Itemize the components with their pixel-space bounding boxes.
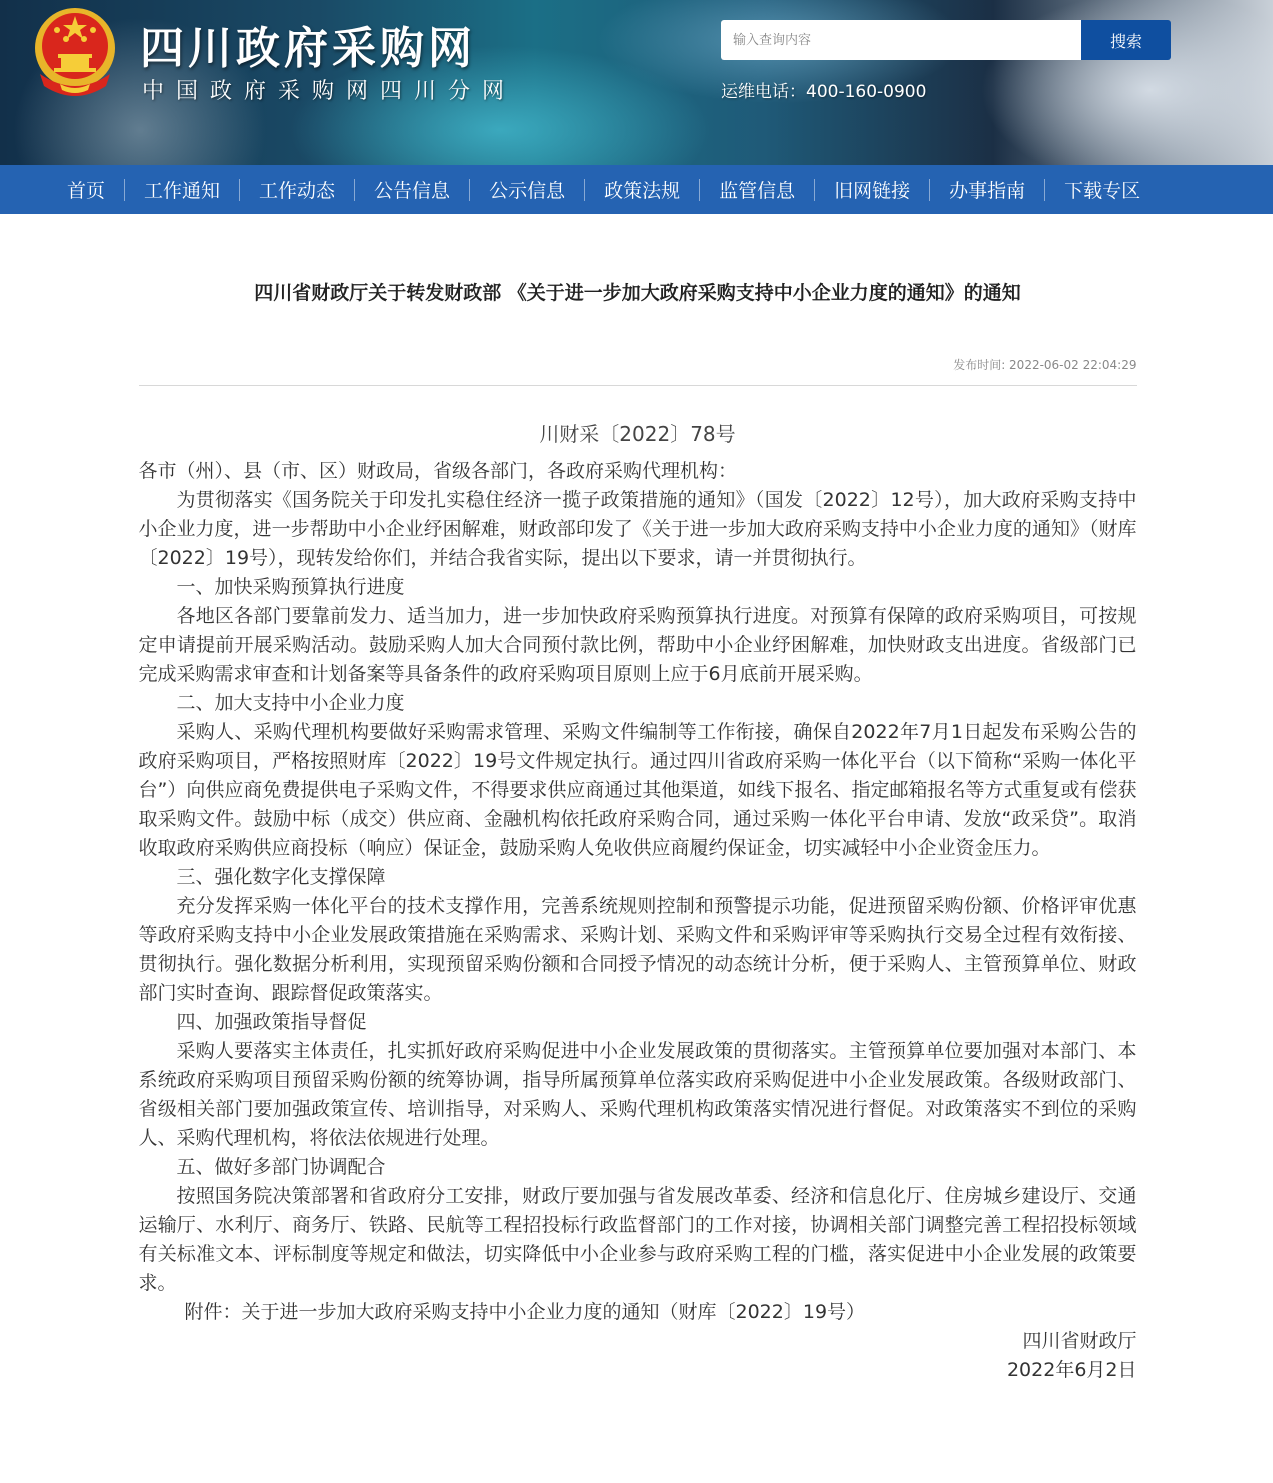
salutation: 各市（州）、县（市、区）财政局，省级各部门，各政府采购代理机构：: [138, 460, 738, 482]
search-box: [721, 20, 1171, 60]
nav-item-policies[interactable]: 政策法规: [604, 180, 681, 202]
nav-item-supervision[interactable]: 监管信息: [719, 180, 796, 202]
document-number: 川财采〔2022〕78号: [539, 422, 736, 446]
body-paragraph: 充分发挥采购一体化平台的技术支撑作用，完善系统规则控制和预警提示功能，促进预留采购份额、价格评审优惠等政府采购支持中小企业发展政策措施在采购需求、采购计划、采购文件和采购评审等采购执行交易全过程有效衔接、贯彻执行。强化数据分析利用，实现预留采购份额和合同授予情况的动态统计分析，便于采购人、主管预算单位、财政部门实时查询、跟踪督促政策落实。: [138, 895, 1137, 1004]
site-banner: [0, 0, 1273, 165]
body-paragraph: 采购人、采购代理机构要做好采购需求管理、采购文件编制等工作衔接，确保自2022年7月1日起发布采购公告的政府采购项目，严格按照财库〔2022〕19号文件规定执行。通过四川省政府采购一体化平台（以下简称“采购一体化平台”）向供应商免费提供电子采购文件，不得要求供应商通过其他渠道，如线下报名、指定邮箱报名等方式重复或有偿获取采购文件。鼓励中标（成交）供应商、金融机构依托政府采购合同，通过采购一体化平台申请、发放“政采贷”。取消收取政府采购供应商投标（响应）保证金，鼓励采购人免收供应商履约保证金，切实减轻中小企业资金压力。: [138, 721, 1137, 859]
body-paragraph: 采购人要落实主体责任，扎实抓好政府采购促进中小企业发展政策的贯彻落实。主管预算单位要加强对本部门、本系统政府采购项目预留采购份额的统筹协调，指导所属预算单位落实政府采购促进中小企业发展政策。各级财政部门、省级相关部门要加强政策宣传、培训指导，对采购人、采购代理机构政策落实情况进行督促。对政策落实不到位的采购人、采购代理机构，将依法依规进行处理。: [138, 1040, 1137, 1149]
article-title: 四川省财政厅关于转发财政部 《关于进一步加大政府采购支持中小企业力度的通知》的通知: [254, 282, 1021, 304]
nav-item-guide[interactable]: 办事指南: [949, 180, 1026, 202]
nav-item-downloads[interactable]: 下载专区: [1064, 180, 1141, 202]
support-hotline: 运维电话：400-160-0900: [721, 82, 927, 102]
article-container: [137, 278, 1137, 1385]
body-paragraph: 各地区各部门要靠前发力、适当加力，进一步加快政府采购预算执行进度。对预算有保障的政府采购项目，可按规定申请提前开展采购活动。鼓励采购人加大合同预付款比例，帮助中小企业纾困解难，加快财政支出进度。省级部门已完成采购需求审查和计划备案等具备条件的政府采购项目原则上应于6月底前开展采购。: [138, 605, 1137, 685]
national-emblem-icon: [30, 6, 120, 106]
signature: 四川省财政厅: [1022, 1330, 1137, 1352]
attachment-link[interactable]: 附件：关于进一步加大政府采购支持中小企业力度的通知（财库〔2022〕19号）: [184, 1301, 866, 1323]
search-input[interactable]: [721, 20, 1081, 60]
publish-time: 发布时间: 2022-06-02 22:04:29: [953, 358, 1137, 372]
nav-item-announcements[interactable]: 公告信息: [374, 180, 451, 202]
section-heading: 五、做好多部门协调配合: [176, 1156, 386, 1178]
section-heading: 二、加大支持中小企业力度: [176, 692, 405, 714]
nav-item-home[interactable]: 首页: [67, 180, 106, 202]
divider: [139, 385, 1137, 386]
section-heading: 三、强化数字化支撑保障: [176, 866, 386, 888]
section-heading: 一、加快采购预算执行进度: [176, 576, 405, 598]
main-nav: [0, 165, 1273, 214]
nav-item-public-notices[interactable]: 公示信息: [489, 180, 566, 202]
body-paragraph: 为贯彻落实《国务院关于印发扎实稳住经济一揽子政策措施的通知》（国发〔2022〕12号），加大政府采购支持中小企业力度，进一步帮助中小企业纾困解难，财政部印发了《关于进一步加大政府采购支持中小企业力度的通知》（财库〔2022〕19号），现转发给你们，并结合我省实际，提出以下要求，请一并贯彻执行。: [138, 489, 1137, 569]
body-paragraph: 按照国务院决策部署和省政府分工安排，财政厅要加强与省发展改革委、经济和信息化厅、住房城乡建设厅、交通运输厅、水利厅、商务厅、铁路、民航等工程招投标行政监督部门的工作对接，协调相关部门调整完善工程招投标领域有关标准文本、评标制度等规定和做法，切实降低中小企业参与政府采购工程的门槛，落实促进中小企业发展的政策要求。: [138, 1185, 1137, 1294]
nav-item-old-site[interactable]: 旧网链接: [834, 180, 911, 202]
nav-item-work-news[interactable]: 工作动态: [259, 180, 336, 202]
site-title: 四川政府采购网: [140, 23, 476, 74]
nav-item-work-notice[interactable]: 工作通知: [144, 180, 221, 202]
search-button[interactable]: 搜索: [1081, 20, 1171, 60]
article-body: [139, 457, 1137, 1385]
signature-date: 2022年6月2日: [1006, 1359, 1137, 1381]
section-heading: 四、加强政策指导督促: [176, 1011, 367, 1033]
site-subtitle: 中国政府采购网四川分网: [142, 79, 517, 104]
